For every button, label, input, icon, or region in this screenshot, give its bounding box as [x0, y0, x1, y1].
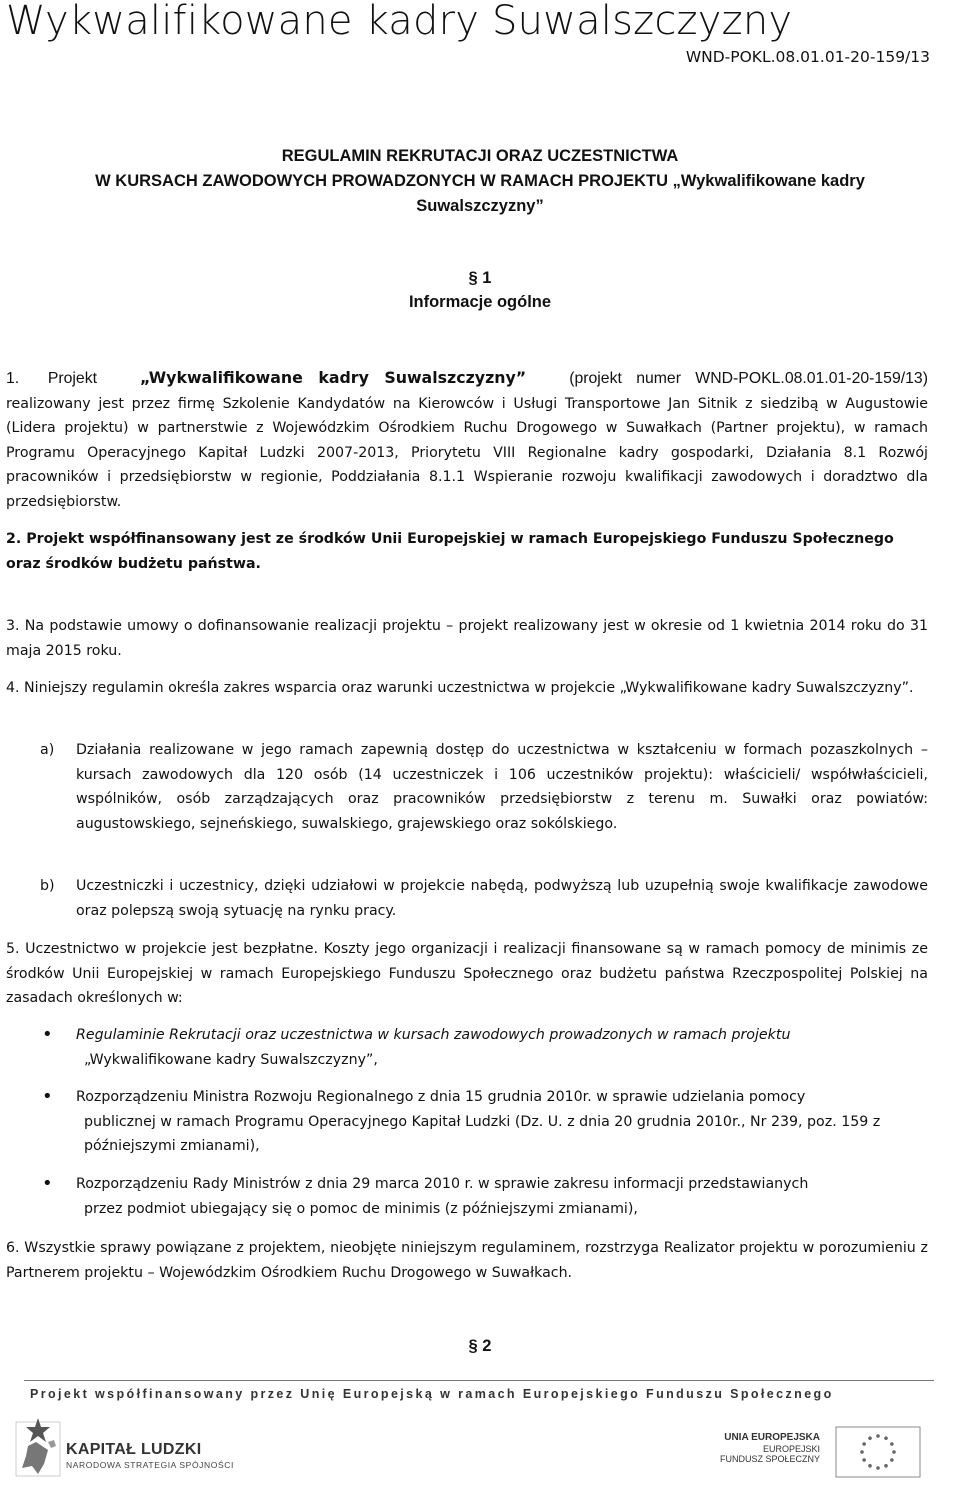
document-title-line-3: Suwalszczyzny” — [416, 197, 544, 215]
eu-stars — [860, 1434, 896, 1470]
bullet-item-1-first-line: Regulaminie Rekrutacji oraz uczestnictwa w kursach zawodowych prowadzonych w ramach projektu — [76, 1027, 791, 1043]
bullet-item-3 — [40, 1172, 928, 1221]
kapital-ludzki-name: KAPITAŁ LUDZKI — [66, 1441, 202, 1458]
eu-star-icon — [884, 1436, 888, 1440]
bullet-item-2 — [40, 1085, 928, 1159]
paragraph-6: 6. Wszystkie sprawy powiązane z projektem, nieobjęte niniejszym regulaminem, rozstrzyga Realizator projektu w porozumieniu z Partnerem projektu – Wojewódzkim Ośrodkiem Ruchu Drogowego w Suwałkach. — [6, 1240, 928, 1281]
eu-star-icon — [892, 1450, 896, 1454]
eu-star-icon — [868, 1436, 872, 1440]
bullet-item-3-text — [76, 1172, 928, 1221]
eu-star-icon — [884, 1464, 888, 1468]
eu-star-icon — [890, 1458, 894, 1462]
paragraph-1 — [6, 366, 928, 515]
paragraph-3: 3. Na podstawie umowy o dofinansowanie realizacji projektu – projekt realizowany jest w okresie od 1 kwietnia 2014 roku do 31 maja 2015 roku. — [6, 618, 928, 659]
list-item-b — [40, 874, 928, 923]
paragraph-2-line-2: oraz środków budżetu państwa. — [6, 555, 261, 572]
list-item-b-text: Uczestniczki i uczestnicy, dzięki udziałowi w projekcie nabędą, podwyższą lub uzupełnią swoje kwalifikacje zawodowe oraz polepszą swoją sytuację na rynku pracy. — [76, 878, 928, 919]
eu-logo-line-1: UNIA EUROPEJSKA — [724, 1432, 820, 1443]
kapital-ludzki-subtitle: NARODOWA STRATEGIA SPÓJNOŚCI — [66, 1460, 234, 1470]
bullet-item-2-text — [76, 1085, 928, 1159]
paragraph-1-body: realizowany jest przez firmę Szkolenie Kandydatów na Kierowców i Usługi Transportowe Jan Sitnik z siedzibą w Augustowie (Lidera projektu) w partnerstwie z Wojewódzkim Ośrodkiem Ruchu Drogowego w Suwałkach (Partner projektu), w ramach Programu Operacyjnego Kapitał Ludzki 2007-2013, Priorytetu VIII Regionalne kadry gospodarki, Działania 8.1 Rozwój pracowników i przedsiębiorstw w regionie, Poddziałania 8.1.1 Wspieranie rozwoju kwalifikacji zawodowych i doradztwo dla przedsiębiorstw. — [6, 395, 928, 510]
bullet-icon: • — [42, 1024, 53, 1045]
bullet-item-1 — [40, 1023, 928, 1072]
header-project-code: WND-POKL.08.01.01-20-159/13 — [685, 48, 930, 66]
eu-logo-line-3: FUNDUSZ SPOŁECZNY — [719, 1454, 820, 1464]
bullet-item-3-continuation: przez podmiot ubiegający się o pomoc de minimis (z późniejszymi zmianami), — [84, 1200, 638, 1217]
eu-star-icon — [868, 1464, 872, 1468]
list-item-b-label: b) — [40, 878, 55, 894]
section-2-number: § 2 — [468, 1337, 492, 1355]
list-item-a-label: a) — [40, 742, 55, 758]
paragraph-2 — [6, 527, 928, 576]
eu-star-icon — [860, 1450, 864, 1454]
section-1-heading: Informacje ogólne — [408, 293, 552, 311]
bullet-item-3-first-line: Rozporządzeniu Rady Ministrów z dnia 29 marca 2010 r. w sprawie zakresu informacji przedstawianych — [76, 1176, 809, 1192]
list-item-a-text: Działania realizowane w jego ramach zapewnią dostęp do uczestnictwa w kształceniu w formach pozaszkolnych – kursach zawodowych dla 120 osób (14 uczestniczek i 106 uczestników projektu): właścicieli/ współwłaścicieli, wspólników, osób zarządzających oraz pracowników przedsiębiorstw z terenu m. Suwałki oraz powiatów: augustowskiego, sejneńskiego, suwalskiego, grajewskiego oraz sokólskiego. — [76, 742, 928, 832]
bullet-icon: • — [42, 1173, 53, 1194]
footer-divider — [24, 1380, 934, 1381]
eu-star-icon — [876, 1466, 880, 1470]
paragraph-2-line-1: 2. Projekt współfinansowany jest ze środków Unii Europejskiej w ramach Europejskiego Funduszu Społecznego — [6, 531, 894, 547]
paragraph-1-lead: Projekt — [47, 370, 98, 387]
bullet-item-1-text — [76, 1023, 928, 1072]
eu-flag-icon — [832, 1425, 924, 1479]
paragraph-1-project-number: (projekt numer WND-POKL.08.01.01-20-159/13) — [569, 370, 928, 387]
bullet-item-2-continuation: publicznej w ramach Programu Operacyjnego Kapitał Ludzki (Dz. U. z dnia 20 grudnia 2010r., Nr 239, poz. 159 z późniejszymi zmianami), — [84, 1113, 881, 1155]
bullet-item-2-first-line: Rozporządzeniu Ministra Rozwoju Regionalnego z dnia 15 grudnia 2010r. w sprawie udzielania pomocy — [76, 1089, 806, 1105]
bullet-item-1-continuation: „Wykwalifikowane kadry Suwalszczyzny”, — [84, 1051, 378, 1068]
paragraph-5: 5. Uczestnictwo w projekcie jest bezpłatne. Koszty jego organizacji i realizacji finansowane są w ramach pomocy de minimis ze środków Unii Europejskiej w ramach Europejskiego Funduszu Społecznego oraz budżetu państwa Rzeczpospolitej Polskiej na zasadach określonych w: — [6, 941, 928, 1007]
eu-star-icon — [876, 1434, 880, 1438]
list-item-a — [40, 738, 928, 836]
paragraph-1-number: 1. — [6, 370, 20, 387]
header-title: Wykwalifikowane kadry Suwalszczyzny — [6, 0, 793, 44]
document-title — [40, 144, 920, 219]
eu-star-icon — [862, 1458, 866, 1462]
eu-star-icon — [890, 1442, 894, 1446]
paragraph-4: 4. Niniejszy regulamin określa zakres wsparcia oraz warunki uczestnictwa w projekcie „Wykwalifikowane kadry Suwalszczyzny”. — [6, 680, 914, 696]
bullet-icon: • — [42, 1086, 53, 1107]
section-1-number: § 1 — [468, 269, 492, 287]
footer-motto: Projekt współfinansowany przez Unię Europejską w ramach Europejskiego Funduszu Społecznego — [30, 1387, 834, 1401]
document-title-line-2: W KURSACH ZAWODOWYCH PROWADZONYCH W RAMACH PROJEKTU „Wykwalifikowane kadry — [95, 172, 865, 190]
eu-logo-line-2: EUROPEJSKI — [762, 1444, 820, 1454]
paragraph-1-first-line — [6, 366, 928, 392]
document-title-line-1: REGULAMIN REKRUTACJI ORAZ UCZESTNICTWA — [281, 147, 679, 165]
paragraph-1-project-name: „Wykwalifikowane kadry Suwalszczyzny” — [140, 368, 527, 387]
eu-star-icon — [862, 1442, 866, 1446]
